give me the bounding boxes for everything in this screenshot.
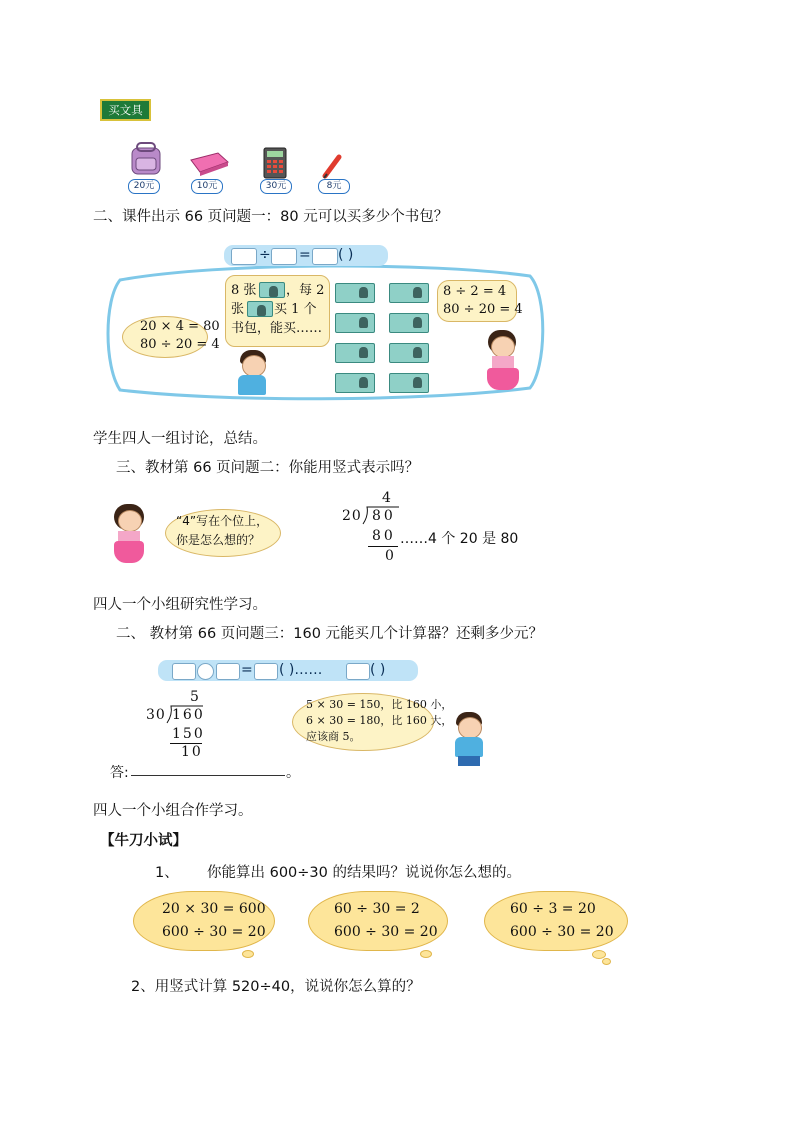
blank-box bbox=[271, 248, 297, 265]
price-pen: 8元 bbox=[318, 179, 350, 194]
question-1: 二、课件出示 66 页问题一：80 元可以买多少个书包？ bbox=[93, 209, 449, 225]
answer-label: 答: bbox=[110, 765, 129, 781]
dividend: 80 bbox=[372, 508, 396, 524]
boy-bubble-line-1: 5 × 30 = 150，比 160 小， bbox=[306, 698, 453, 711]
operator-circle bbox=[197, 663, 214, 680]
bubble-right-line-1: 8 ÷ 2 = 4 bbox=[443, 284, 507, 299]
bill-icon bbox=[247, 301, 273, 317]
pencil-case-icon bbox=[188, 150, 230, 176]
discuss-line: 学生四人一组讨论，总结。 bbox=[93, 431, 267, 447]
exercise-1-number: 1、 bbox=[155, 865, 179, 881]
equals-sign: = bbox=[299, 247, 311, 263]
blank-box bbox=[312, 248, 338, 265]
research-line: 四人一个小组研究性学习。 bbox=[93, 597, 267, 613]
cloud-3-line-1: 60 ÷ 3 = 20 bbox=[510, 901, 596, 917]
question-3: 二、 教材第 66 页问题三：160 元能买几个计算器？还剩多少元？ bbox=[116, 626, 544, 642]
question-2: 三、教材第 66 页问题二：你能用竖式表示吗？ bbox=[116, 460, 420, 476]
price-pencil-case: 10元 bbox=[191, 179, 223, 194]
section-title: 【牛刀小试】 bbox=[100, 833, 187, 849]
bill-icon bbox=[389, 373, 429, 393]
product: 80 bbox=[372, 528, 396, 544]
quotient: 5 bbox=[190, 689, 199, 705]
cloud-1-line-1: 20 × 30 = 600 bbox=[162, 901, 266, 917]
bill-icon bbox=[335, 313, 375, 333]
bubble-mid-line-1a: 8 张 bbox=[231, 283, 257, 298]
buy-stationery-tag: 买文具 bbox=[100, 99, 151, 121]
remainder: 0 bbox=[385, 548, 394, 564]
coop-line: 四人一个小组合作学习。 bbox=[93, 803, 253, 819]
dividend: 160 bbox=[172, 707, 205, 723]
division-note: ……4 个 20 是 80 bbox=[400, 531, 519, 547]
pen-icon bbox=[321, 153, 343, 179]
divisor: 20 bbox=[342, 508, 362, 524]
bubble-left-line-2: 80 ÷ 20 = 4 bbox=[140, 337, 220, 352]
bill-icon bbox=[389, 343, 429, 363]
cloud-2-line-1: 60 ÷ 30 = 2 bbox=[334, 901, 420, 917]
bill-icon bbox=[335, 343, 375, 363]
cloud-2-line-2: 600 ÷ 30 = 20 bbox=[334, 924, 438, 940]
boy-bubble-line-3: 应该商 5。 bbox=[306, 730, 361, 743]
exercise-2: 2、用竖式计算 520÷40，说说你怎么算的？ bbox=[131, 979, 421, 995]
divisor: 30 bbox=[146, 707, 166, 723]
girl-bubble-line-2: 你是怎么想的？ bbox=[176, 533, 261, 547]
bubble-mid-line-1b: ，每 2 bbox=[286, 283, 325, 298]
blank-box bbox=[172, 663, 196, 680]
bill-icon bbox=[335, 283, 375, 303]
blank-box bbox=[346, 663, 370, 680]
bill-icon bbox=[259, 282, 285, 298]
cloud-1-line-2: 600 ÷ 30 = 20 bbox=[162, 924, 266, 940]
bill-icon bbox=[389, 313, 429, 333]
quotient: 4 bbox=[382, 490, 391, 506]
bill-icon bbox=[389, 283, 429, 303]
cloud-3-line-2: 600 ÷ 30 = 20 bbox=[510, 924, 614, 940]
answer-blank[interactable] bbox=[131, 775, 285, 776]
backpack-icon bbox=[127, 140, 165, 178]
product: 150 bbox=[172, 726, 205, 742]
bubble-right-line-2: 80 ÷ 20 = 4 bbox=[443, 302, 523, 317]
quotient-paren: ( )…… bbox=[279, 662, 323, 678]
calculator-icon bbox=[263, 147, 287, 179]
boy-bubble-line-2: 6 × 30 = 180，比 160 大， bbox=[306, 714, 453, 727]
blank-box bbox=[216, 663, 240, 680]
bubble-left-line-1: 20 × 4 = 80 bbox=[140, 319, 220, 334]
remainder: 10 bbox=[181, 744, 203, 760]
bubble-mid-line-2b: 买 1 个 bbox=[274, 302, 317, 317]
answer-paren: ( ) bbox=[338, 247, 354, 263]
girl-bubble-line-1: “4”写在个位上， bbox=[176, 514, 269, 528]
remainder-paren: ( ) bbox=[370, 662, 386, 678]
bill-icon bbox=[335, 373, 375, 393]
answer-period: 。 bbox=[286, 765, 300, 781]
bubble-mid-line-2a: 张 bbox=[231, 302, 245, 317]
div-sign: ÷ bbox=[259, 247, 271, 263]
bubble-mid-line-3: 书包，能买…… bbox=[231, 321, 323, 336]
exercise-1-text: 你能算出 600÷30 的结果吗？说说你怎么想的。 bbox=[207, 865, 521, 881]
blank-box bbox=[231, 248, 257, 265]
equals-sign: = bbox=[241, 662, 253, 678]
price-backpack: 20元 bbox=[128, 179, 160, 194]
price-calculator: 30元 bbox=[260, 179, 292, 194]
product-line bbox=[368, 546, 398, 547]
blank-box bbox=[254, 663, 278, 680]
